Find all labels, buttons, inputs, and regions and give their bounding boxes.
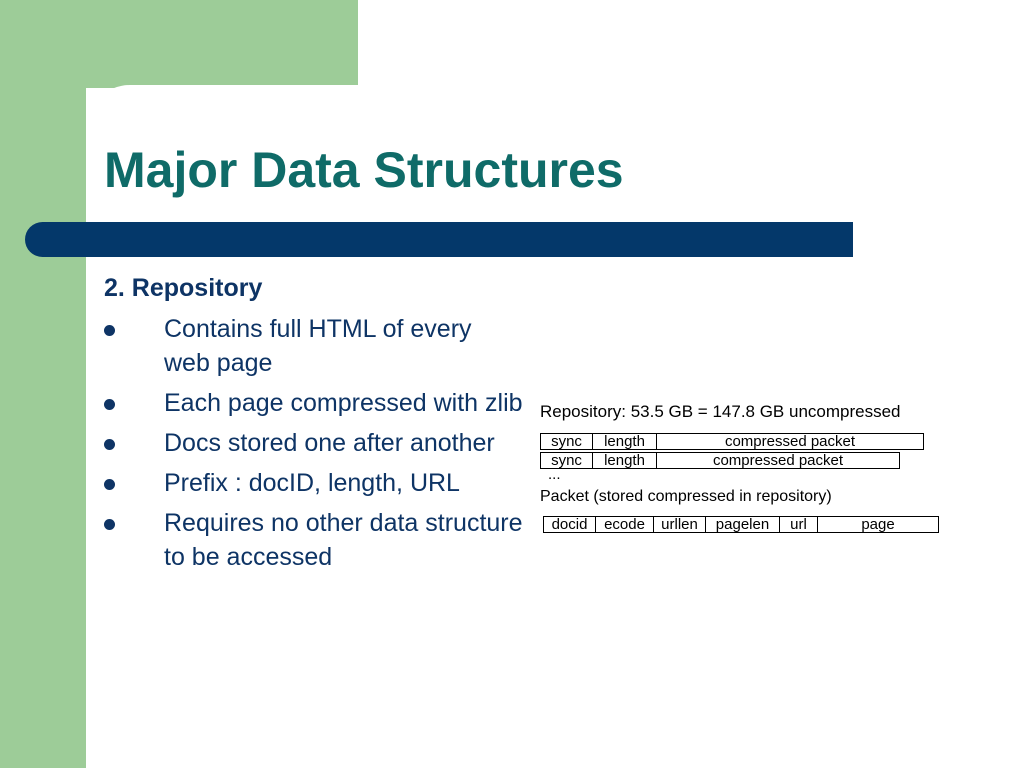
length-field: length — [593, 453, 657, 468]
section-heading: 2. Repository — [104, 274, 263, 302]
urllen-field: urllen — [654, 517, 706, 532]
diagram-title: Repository: 53.5 GB = 147.8 GB uncompressed — [540, 402, 901, 421]
bullet-item — [104, 466, 524, 500]
sync-field: sync — [541, 453, 593, 468]
bullet-dot-icon — [104, 399, 115, 410]
repository-record-row — [540, 433, 924, 450]
packet-label: Packet — [540, 488, 589, 505]
bullet-item — [104, 426, 524, 460]
sync-field: sync — [541, 434, 593, 449]
bullet-item — [104, 312, 524, 380]
repository-diagram — [538, 402, 958, 552]
docid-field: docid — [544, 517, 596, 532]
bullet-dot-icon — [104, 325, 115, 336]
length-field: length — [593, 434, 657, 449]
bullet-dot-icon — [104, 519, 115, 530]
bullet-dot-icon — [104, 439, 115, 450]
title-underline-bar — [25, 222, 853, 257]
bullet-text: Docs stored one after another — [164, 429, 495, 457]
compressed-packet-field: compressed packet — [712, 453, 844, 468]
pagelen-field: pagelen — [706, 517, 780, 532]
packet-caption — [540, 488, 832, 506]
ecode-field: ecode — [596, 517, 654, 532]
bullet-text: Requires no other data structure to be accessed — [164, 509, 523, 571]
bullet-text: Each page compressed with zlib — [164, 389, 523, 417]
bullet-item — [104, 506, 524, 574]
bullet-text: Prefix : docID, length, URL — [164, 469, 460, 497]
packet-note: (stored compressed in repository) — [593, 488, 832, 505]
slide-title: Major Data Structures — [104, 142, 624, 198]
page-field: page — [861, 517, 895, 532]
compressed-packet-field: compressed packet — [724, 434, 856, 449]
continuation-ellipsis: ... — [548, 466, 561, 483]
sidebar-decoration-left — [0, 0, 86, 768]
bullet-dot-icon — [104, 479, 115, 490]
bullet-list — [104, 312, 524, 580]
packet-fields-row — [543, 516, 939, 533]
repository-record-row — [540, 452, 900, 469]
bullet-text: Contains full HTML of every web page — [164, 315, 472, 377]
bullet-item — [104, 386, 524, 420]
url-field: url — [780, 517, 818, 532]
